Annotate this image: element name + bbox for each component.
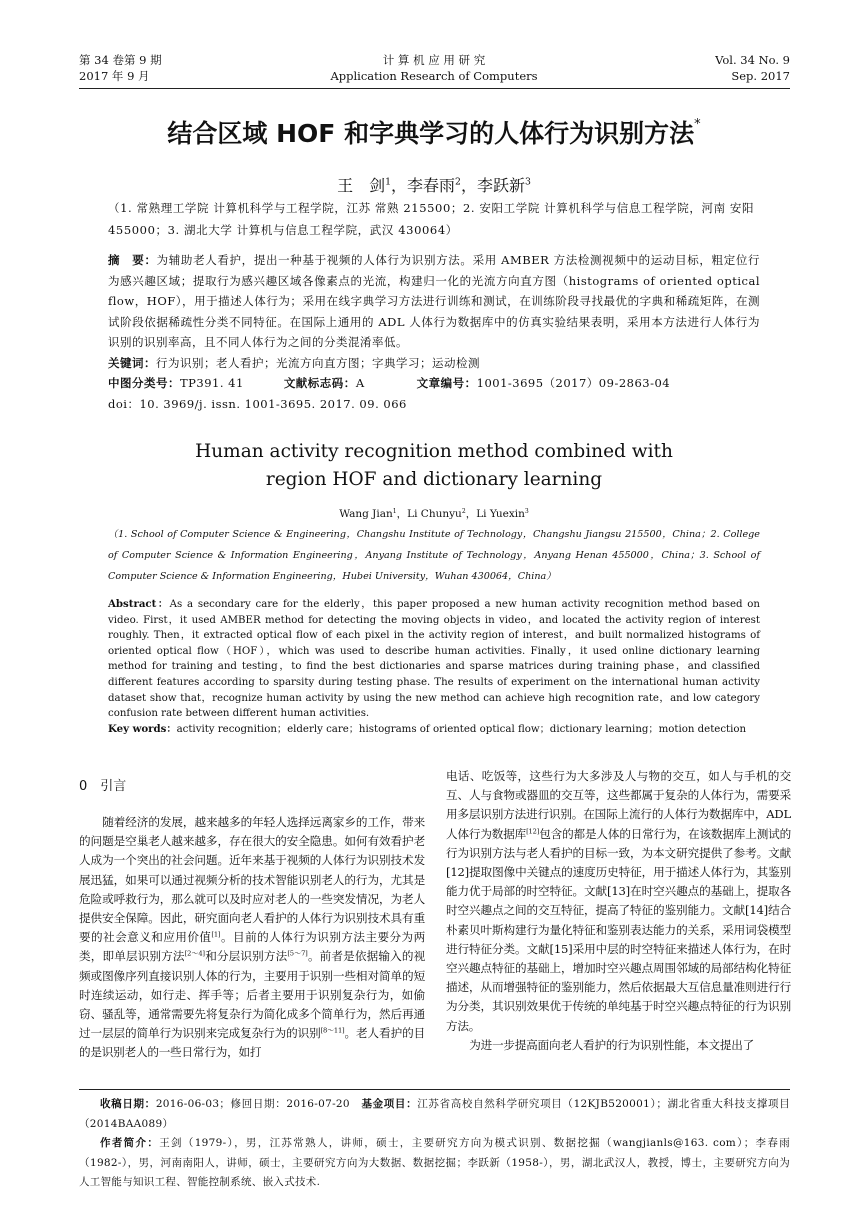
body-text: 电话、吃饭等，这些行为大多涉及人与物的交互，如人与手机的交互、人与食物或器皿的交互等，这些都属于复杂的人体行为，需要采用多层识别方法进行识别。在国际上流行的人体行为数据库中，ADL 人体行为数据库 xyxy=(446,769,791,841)
author-name: 李跃新 xyxy=(476,176,525,195)
author-name-en: Li Chunyu xyxy=(407,508,462,520)
abstract-cn-label: 摘 要： xyxy=(108,253,157,267)
article-number-value: 1001-3695（2017）09-2863-04 xyxy=(476,376,671,390)
title-footnote-mark: * xyxy=(694,117,701,132)
citation: [8～11] xyxy=(320,1026,345,1035)
body-text: 和分层识别方法 xyxy=(204,949,288,964)
body-paragraph xyxy=(79,813,425,1063)
author-name: 王 剑 xyxy=(337,176,386,195)
footnote-dates xyxy=(79,1095,790,1134)
abstract-cn xyxy=(108,250,760,353)
author-affiliation-mark: 3 xyxy=(524,176,531,188)
fund-value: 江苏省高校自然科学研究项目（12KJB520001）；湖北省重大科技支撑项目（2014BAA089） xyxy=(79,1098,790,1130)
abstract-cn-block xyxy=(108,250,760,414)
keywords-en xyxy=(108,722,760,738)
body-paragraph xyxy=(446,767,791,1036)
body-column-right xyxy=(446,767,791,1055)
author-list: 王 剑$^1$，李春雨$^2$，李跃新$^3$ xyxy=(337,176,531,195)
paper-title-en-line: Human activity recognition method combined with xyxy=(195,441,673,462)
keywords-cn xyxy=(108,353,760,374)
paper-title-text: 结合区域 HOF 和字典学习的人体行为识别方法 xyxy=(167,119,695,148)
abstract-cn-text: 为辅助老人看护，提出一种基于视频的人体行为识别方法。采用 AMBER 方法检测视频中的运动目标，粗定位行为感兴趣区域；提取行为感兴趣区域各像素点的光流，构建归一化的光流方向直方图（histograms of oriented optical flow，HOF），用于描述人体行为；采用在线字典学习方法进行训练和测试，在训练阶段寻找最优的字典和稀疏矩阵，在测试阶段依据稀疏性分类不同特征。在国际上通用的 ADL 人体行为数据库中的仿真实验结果表明，采用本方法进行人体行为识别的识别率高，且不同人体行为之间的分类混淆率低。 xyxy=(108,253,760,349)
citation: [2～4] xyxy=(184,949,205,958)
body-column-left xyxy=(79,813,425,1063)
header-volume xyxy=(79,52,162,84)
clc-label: 中图分类号： xyxy=(108,376,180,390)
author-name: 李春雨 xyxy=(407,176,456,195)
article-number-label: 文章编号： xyxy=(416,376,477,390)
header-journal-en: Application Research of Computers xyxy=(330,69,538,83)
footnote-bio xyxy=(79,1134,790,1193)
header-date-cn: 2017 年 9 月 xyxy=(79,69,150,83)
bio-label: 作者简介： xyxy=(100,1137,160,1150)
header-journal-cn: 计 算 机 应 用 研 究 xyxy=(382,53,486,67)
bio-value: 王剑（1979-），男，江苏常熟人，讲师，硕士，主要研究方向为模式识别、数据挖掘（wangjianls@163. com）；李春雨（1982-），男，河南南阳人，讲师，硕士，主要研究方向为大数据、数据挖掘；李跃新（1958-），男，湖北武汉人，教授，博士，主要研究方向为人工智能与知识工程、智能控制系统、嵌入式技术. xyxy=(79,1137,790,1189)
author-affiliation-mark: 1 xyxy=(392,507,397,515)
body-paragraph: 为进一步提高面向老人看护的行为识别性能，本文提出了 xyxy=(469,1037,755,1052)
body-text: 随着经济的发展，越来越多的年轻人选择远离家乡的工作，带来的问题是空巢老人越来越多，存在很大的安全隐患。如何有效看护老人成为一个突出的社会问题。近年来基于视频的人体行为识别技术发展迅猛，如果可以通过视频分析的技术智能识别老人的行为，尤其是危险或呼救行为，那么就可以及时应对老人的一些突发情况，为老人提供安全保障。因此，研究面向老人看护的人体行为识别技术具有重要的社会意义和应用价值 xyxy=(79,815,425,945)
author-affiliation-mark: 2 xyxy=(461,507,466,515)
doc-code-value: A xyxy=(355,376,365,390)
author-name-en: Wang Jian xyxy=(339,508,393,520)
received-value: 2016-06-03；修回日期：2016-07-20 xyxy=(155,1098,362,1110)
abstract-en xyxy=(108,597,760,722)
classification-line xyxy=(108,373,760,394)
clc-value: TP391. 41 xyxy=(180,376,244,390)
body-text: 。老人看护的目的是识别老人的一些日常行为，如打 xyxy=(79,1026,425,1060)
author-affiliation-mark: 3 xyxy=(524,507,529,515)
section-heading: 0 引言 xyxy=(79,779,127,794)
header-journal xyxy=(234,52,634,84)
citation: [1] xyxy=(211,930,221,939)
citation: [5～7] xyxy=(287,949,308,958)
abstract-en-label: Abstract： xyxy=(108,598,170,610)
body-text: 。前者是依据输入的视频或图像序列直接识别人体的行为，主要用于识别一些相对简单的短时连续运动，如行走、挥手等；后者主要用于识别复杂行为，如偷窃、骚乱等，通常需要先将复杂行为简化成多个简单行为，然后再通过一层层的简单行为识别来完成复杂行为的识别 xyxy=(79,949,425,1041)
keywords-en-text: activity recognition；elderly care；histograms of oriented optical flow；dictionary learning；motion detection xyxy=(176,723,747,735)
author-name-en: Li Yuexin xyxy=(476,508,525,520)
header-rule xyxy=(79,88,790,89)
paper-title xyxy=(0,116,868,152)
received-label: 收稿日期： xyxy=(100,1098,156,1110)
abstract-en-text: As a secondary care for the elderly，this paper proposed a new human activity recognition method based on video. First，it used AMBER method for detecting the moving objects in video，and located the activity region of interest roughly. Then，it extracted optical flow of each pixel in the activity region of interest，and built normalized histograms of oriented optical flow（HOF），which was used to describe human activities. Finally，it used online dictionary learning method for training and testing，to find the best dictionaries and sparse matrices during training phase，and classified different features according to sparsity during testing phase. The results of experiment on the international human activity dataset show that，recognize human activity by using the new method can achieve high recognition rate，and low category confusion rate between different human activities. xyxy=(108,599,760,720)
keywords-en-label: Key words： xyxy=(108,722,177,735)
body-text: 。目前的人体行为识别方法主要分为两类，即单层识别方法 xyxy=(79,930,425,964)
footnote xyxy=(79,1095,790,1193)
footnote-rule xyxy=(79,1089,790,1090)
doc-code-label: 文献标志码： xyxy=(283,376,356,390)
doi-line: doi：10. 3969/j. issn. 1001-3695. 2017. 09. 066 xyxy=(108,396,407,411)
author-affiliation-mark: 1 xyxy=(385,176,392,188)
header-volume-issue: 第 34 卷第 9 期 xyxy=(79,53,162,67)
header-volume-en xyxy=(715,52,790,84)
header-volume-issue-en: Vol. 34 No. 9 xyxy=(715,53,790,67)
author-affiliation-mark: 2 xyxy=(455,176,461,188)
author-list-en: Wang Jian$^1$，Li Chunyu$^2$，Li Yuexin$^3$ xyxy=(339,507,529,520)
affiliation-en: （1. School of Computer Science & Engineering，Changshu Institute of Technology，Changshu Jiangsu 215500，China；2. College of Computer Science & Information Engineering，Anyang Institute of Technology，Anyang Henan 455000，China；3. School of Computer Science & Information Engineering，Hubei University，Wuhan 430064，China） xyxy=(108,529,760,582)
header-date-en: Sep. 2017 xyxy=(731,69,790,83)
keywords-cn-label: 关键词： xyxy=(108,355,156,370)
paper-title-en xyxy=(0,438,868,494)
citation: [12] xyxy=(526,826,540,835)
paper-title-en-line: region HOF and dictionary learning xyxy=(265,469,603,490)
body-text: 包含的都是人体的日常行为，在该数据库上测试的行为识别方法与老人看护的目标一致，为本文研究提供了参考。文献[12]提取图像中关键点的速度历史特征，用于描述人体行为，其鉴别能力优于局部的时空特征。文献[13]在时空兴趣点的基础上，提取各时空兴趣点之间的交互特征，提高了特征的鉴别能力。文献[14]结合朴素贝叶斯构建行为量化特征和鉴别表达能力的关系，采用词袋模型进行特征分类。文献[15]采用中层的时空特征来描述人体行为，在时空兴趣点特征的基础上，增加时空兴趣点周围邻域的局部结构化特征描述，从而增强特征的鉴别能力，然后依据最大互信息量准则进行行为分类，其识别效果优于传统的单纯基于时空兴趣点特征的行为识别方法。 xyxy=(446,826,791,1033)
fund-label: 基金项目： xyxy=(361,1098,418,1110)
abstract-en-block xyxy=(108,597,760,737)
affiliation-cn: （1. 常熟理工学院 计算机科学与工程学院，江苏 常熟 215500；2. 安阳工学院 计算机科学与信息工程学院，河南 安阳 455000；3. 湖北大学 计算机与信息工程学院，武汉 430064） xyxy=(108,201,755,237)
keywords-cn-text: 行为识别；老人看护；光流方向直方图；字典学习；运动检测 xyxy=(156,355,480,370)
